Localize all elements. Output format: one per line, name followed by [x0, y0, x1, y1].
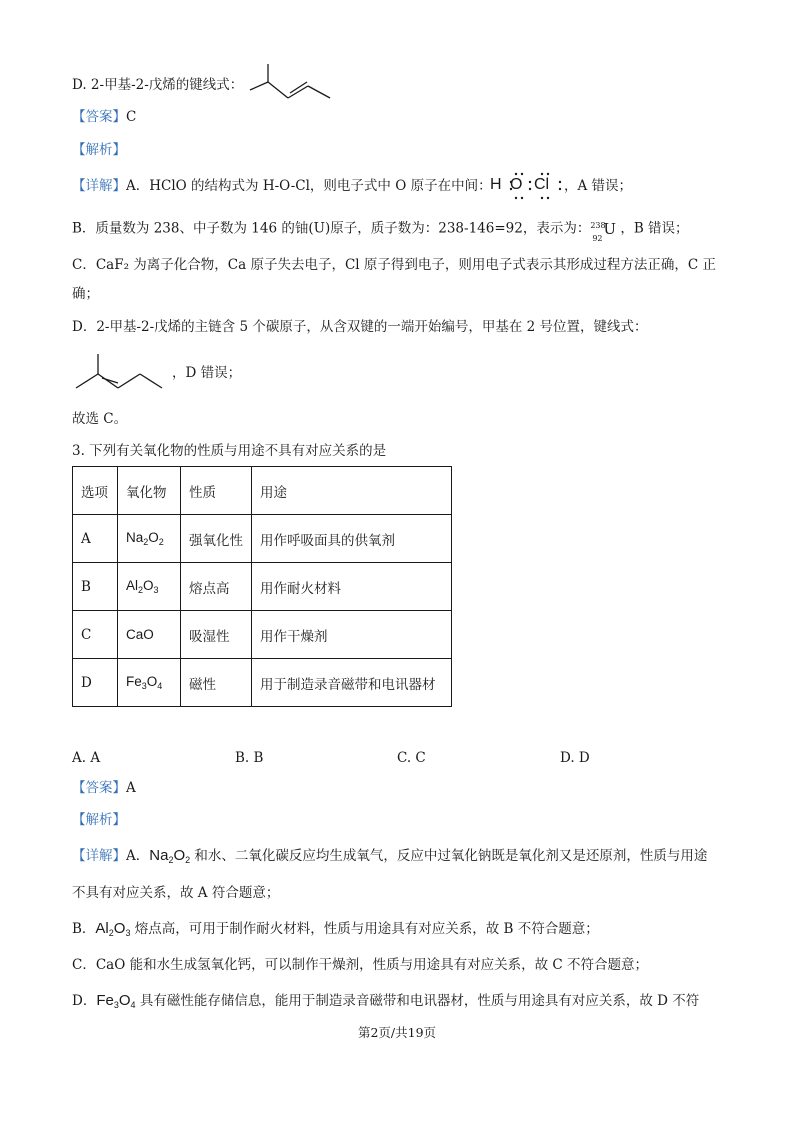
answer-line-q2 [72, 108, 136, 126]
header-oxide: 氧化物 [118, 467, 181, 515]
answer-line-q3 [72, 779, 136, 797]
option-a: A. A [72, 750, 101, 766]
option-d: D. D [560, 750, 590, 766]
cell-oxide: $Al_2O_3$ [118, 563, 181, 611]
q2-option-d: D. 2-甲基-2-戊烯的键线式： [72, 77, 244, 93]
analysis-tag: 【解析】 [72, 812, 126, 828]
answer-value: A [126, 780, 136, 796]
answer-tag: 【答案】 [72, 780, 126, 796]
cell-option: B [73, 563, 118, 611]
formula-al2o3: $Al_2O_3$ [95, 920, 131, 938]
detail-b-end: ，B 错误； [620, 220, 689, 237]
cell-use: 用于制造录音磁带和电讯器材 [252, 659, 452, 707]
q3-detail-a: 【详解】A．$Na_2O_2$ 和水、二氧化碳反应均生成氧气，反应中过氧化钠既是氧化剂又是还原剂，性质与用途 [72, 847, 708, 865]
q2-detail-c-line1: C．CaF₂ 为离子化合物，Ca 原子失去电子，Cl 原子得到电子，则用电子式表示其形成过程方法正确，C 正 [72, 257, 717, 273]
formula-na2o2: $Na_2O_2$ [149, 847, 191, 865]
detail-tag: 【详解】 [72, 178, 126, 194]
header-use: 用途 [252, 467, 452, 515]
cell-oxide: $Fe_3O_4$ [118, 659, 181, 707]
page-footer: 第2页/共19页 [357, 1025, 437, 1040]
table-row [73, 611, 452, 659]
cell-option: A [73, 515, 118, 563]
isotope-mass: 238 [590, 221, 606, 230]
oxide-table [72, 466, 452, 707]
q2-detail-a [72, 177, 492, 195]
detail-tag: 【详解】 [72, 848, 126, 864]
q2-detail-c-line2: 确； [72, 286, 99, 302]
q3-detail-d: D．$Fe_3O_4$ 具有磁性能存储信息，能用于制造录音磁带和电讯器材，性质与用途具有对应关系，故 D 不符 [72, 992, 700, 1010]
option-c: C. C [397, 750, 426, 766]
table-row [73, 563, 452, 611]
table-row [73, 659, 452, 707]
isotope-symbol: U [603, 220, 616, 238]
analysis-tag: 【解析】 [72, 142, 126, 158]
q2-detail-d: D．2-甲基-2-戊烯的主链含 5 个碳原子，从含双键的一端开始编号，甲基在 2 号位置，键线式： [72, 319, 648, 335]
header-option: 选项 [73, 467, 118, 515]
q2-detail-d-end: ，D 错误； [172, 365, 242, 381]
cell-use: 用作呼吸面具的供氧剂 [252, 515, 452, 563]
formula-fe3o4: $Fe_3O_4$ [96, 992, 136, 1010]
q3-detail-c: C．CaO 能和水生成氢氧化钙，可以制作干燥剂，性质与用途具有对应关系，故 C 不符合题意； [72, 957, 648, 973]
lewis-cl: Cl [534, 176, 550, 193]
cell-oxide: $Na_2O_2$ [118, 515, 181, 563]
cell-property: 吸湿性 [181, 611, 252, 659]
header-property: 性质 [181, 467, 252, 515]
table-header-row [73, 467, 452, 515]
answer-tag: 【答案】 [72, 109, 126, 125]
isotope-z: 92 [592, 234, 603, 243]
cell-property: 磁性 [181, 659, 252, 707]
cell-use: 用作耐火材料 [252, 563, 452, 611]
skeletal-formula-bottom [72, 348, 168, 396]
detail-b-text: B．质量数为 238、中子数为 146 的铀(U)原子，质子数为：238-146=92，表示为： [72, 220, 591, 237]
option-b: B. B [235, 750, 264, 766]
q3-detail-a-line2: 不具有对应关系，故 A 符合题意； [72, 885, 280, 901]
answer-value: C [126, 109, 137, 125]
cell-option: D [73, 659, 118, 707]
q2-conclusion: 故选 C。 [72, 411, 128, 427]
cell-property: 强氧化性 [181, 515, 252, 563]
lewis-o: O [510, 176, 523, 193]
q3-stem: 3. 下列有关氧化物的性质与用途不具有对应关系的是 [72, 443, 387, 459]
cell-oxide: CaO [118, 611, 181, 659]
detail-a-text: A．HClO 的结构式为 H-O-Cl，则电子式中 O 原子在中间： [126, 178, 492, 194]
q3-detail-b: B．$Al_2O_3$ 熔点高，可用于制作耐火材料，性质与用途具有对应关系，故 B 不符合题意； [72, 920, 599, 938]
cell-use: 用作干燥剂 [252, 611, 452, 659]
q2-detail-b [72, 219, 689, 243]
isotope-notation [590, 219, 620, 243]
table-row [73, 515, 452, 563]
lewis-h: H [490, 176, 502, 193]
detail-a-end: ，A 错误； [564, 178, 633, 194]
cell-property: 熔点高 [181, 563, 252, 611]
skeletal-formula-top [246, 60, 336, 105]
cell-option: C [73, 611, 118, 659]
lewis-structure [490, 176, 502, 194]
